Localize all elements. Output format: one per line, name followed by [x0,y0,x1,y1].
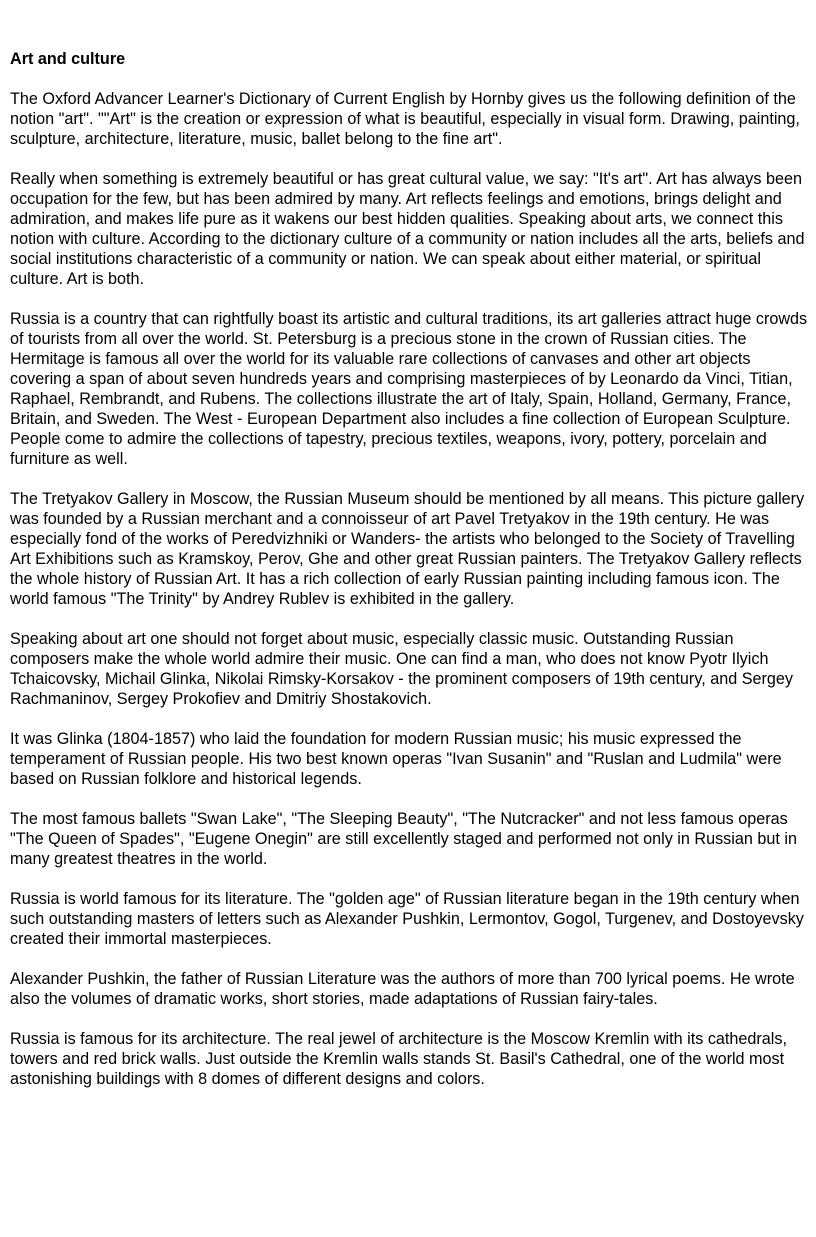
document-page [10,49,810,1109]
paragraph-hermitage: Russia is a country that can rightfully boast its artistic and cultural traditions, its art galleries attract huge crowds of tourists from all over the world. St. Petersburg is a precious stone in the crown of Russian cities. The Hermitage is famous all over the world for its valuable rare collections of canvases and other art objects covering a span of about seven hundreds years and comprising masterpieces of by Leonardo da Vinci, Titian, Raphael, Rembrandt, and Rubens. The collections illustrate the art of Italy, Spain, Holland, Germany, France, Britain, and Sweden. The West - European Department also includes a fine collection of European Sculpture. People come to admire the collections of tapestry, precious textiles, weapons, ivory, pottery, porcelain and furniture as well. [10,310,808,468]
paragraph-tretyakov-gallery: The Tretyakov Gallery in Moscow, the Russian Museum should be mentioned by all means. This picture gallery was founded by a Russian merchant and a connoisseur of art Pavel Tretyakov in the 19th century. He was especially fond of the works of Peredvizhniki or Wanders- the artists who belonged to the Society of Travelling Art Exhibitions such as Kramskoy, Perov, Ghe and other great Russian painters. The Tretyakov Gallery reflects the whole history of Russian Art. It has a rich collection of early Russian painting including famous icon. The world famous "The Trinity" by Andrey Rublev is exhibited in the gallery. [10,490,805,608]
paragraph-literature: Russia is world famous for its literature. The "golden age" of Russian literature began in the 19th century when such outstanding masters of letters such as Alexander Pushkin, Lermontov, Gogol, Turgenev, and Dostoyevsky created their immortal masterpieces. [10,890,804,948]
paragraph-architecture: Russia is famous for its architecture. The real jewel of architecture is the Moscow Kremlin with its cathedrals, towers and red brick walls. Just outside the Kremlin walls stands St. Basil's Cathedral, one of the world most astonishing buildings with 8 domes of different designs and colors. [10,1030,787,1088]
paragraph-glinka: It was Glinka (1804-1857) who laid the foundation for modern Russian music; his music expressed the temperament of Russian people. His two best known operas "Ivan Susanin" and "Ruslan and Ludmila" were based on Russian folklore and historical legends. [10,730,782,788]
paragraph-russian-music: Speaking about art one should not forget about music, especially classic music. Outstanding Russian composers make the whole world admire their music. One can find a man, who does not know Pyotr Ilyich Tchaicovsky, Michail Glinka, Nikolai Rimsky-Korsakov - the prominent composers of 19th century, and Sergey Rachmaninov, Sergey Prokofiev and Dmitriy Shostakovich. [10,630,793,708]
paragraph-pushkin: Alexander Pushkin, the father of Russian Literature was the authors of more than 700 lyrical poems. He wrote also the volumes of dramatic works, short stories, made adaptations of Russian fairy-tales. [10,970,795,1008]
paragraph-ballets-operas: The most famous ballets "Swan Lake", "The Sleeping Beauty", "The Nutcracker" and not less famous operas "The Queen of Spades", "Eugene Onegin" are still excellently staged and performed not only in Russian but in many greatest theatres in the world. [10,810,797,868]
paragraph-art-definition: The Oxford Advancer Learner's Dictionary of Current English by Hornby gives us the following definition of the notion "art". ""Art" is the creation or expression of what is beautiful, especially in visual form. Drawing, painting, sculpture, architecture, literature, music, ballet belong to the fine art". [10,90,800,148]
paragraph-art-and-culture: Really when something is extremely beautiful or has great cultural value, we say: "It's art". Art has always been occupation for the few, but has been admired by many. Art reflects feelings and emotions, brings delight and admiration, and makes life pure as it wakens our best hidden qualities. Speaking about arts, we connect this notion with culture. According to the dictionary culture of a community or nation includes all the arts, beliefs and social institutions characteristic of a community or nation. We can speak about either material, or spiritual culture. Art is both. [10,170,805,288]
document-title: Art and culture [10,50,126,68]
